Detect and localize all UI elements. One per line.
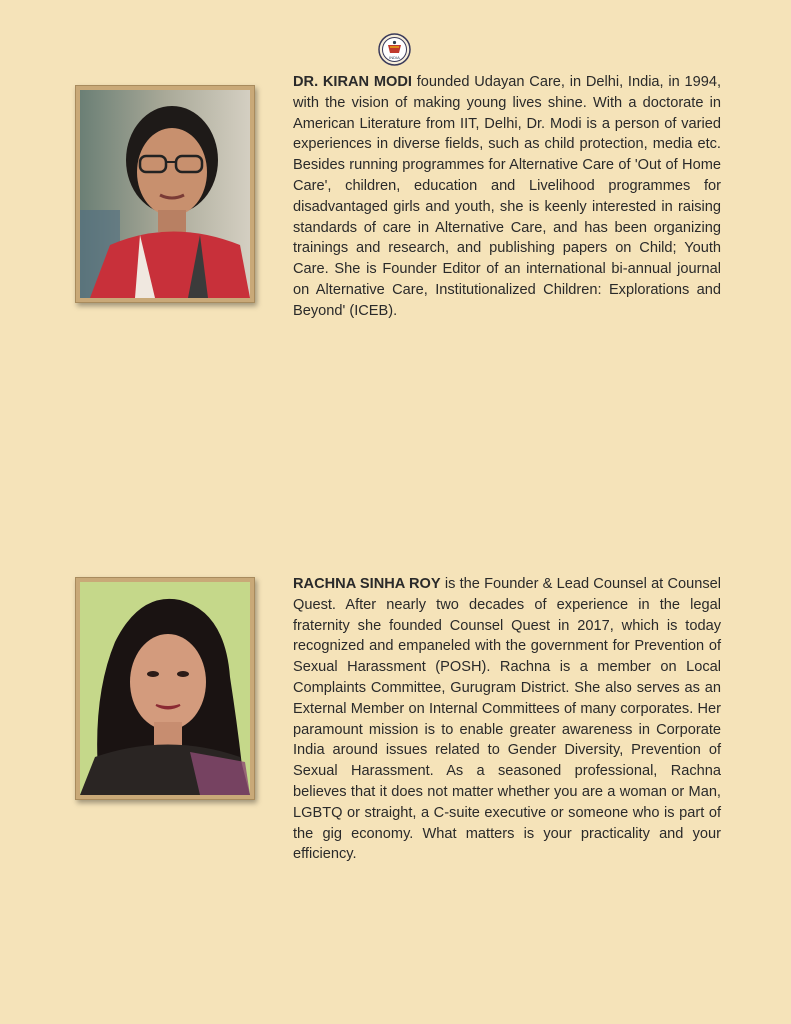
- profile-description: founded Udayan Care, in Delhi, India, in 1994, with the vision of making young lives shine. With a doctorate in American Literature from IIT, Delhi, Dr. Modi is a person of varied experiences in diverse fields, such as child protection, media etc. Besides running programmes for Alternative Care of 'Out of Home Care', children, education and Livelihood programmes for disadvantaged girls and youth, she is keenly interested in raising standards of care in Alternative Care, and has been organizing trainings and research, and publishing papers on Child; Youth Care. She is Founder Editor of an international bi-annual journal on Alternative Care, Institutionalized Children: Explorations and Beyond' (ICEB).: [293, 74, 721, 319]
- portrait-photo: [80, 90, 250, 298]
- profile-name: DR. KIRAN MODI: [293, 74, 412, 90]
- profile-photo-frame: [75, 85, 255, 303]
- emblem-seal-icon: [378, 33, 411, 66]
- profile-description: is the Founder & Lead Counsel at Counsel Quest. After nearly two decades of experience in the legal fraternity she founded Counsel Quest in 2017, which is today recognized and empaneled with the government for Prevention of Sexual Harassment (POSH). Rachna is a member on Local Complaints Committee, Gurugram District. She also serves as an External Member on Internal Committees of many corporates. Her paramount mission is to enable greater awareness in Corporate India around issues related to Gender Diversity, Prevention of Sexual Harassment. As a seasoned professional, Rachna believes that it does not matter whether you are a woman or Man, LGBTQ or straight, a C-suite executive or someone who is part of the gig economy. What matters is your practicality and your efficiency.: [293, 576, 722, 863]
- profile-bio: [293, 72, 721, 322]
- profile-bio: [293, 574, 721, 865]
- portrait-photo: [80, 582, 250, 795]
- emblem-text: INDIA: [389, 55, 400, 60]
- emblem-logo: [378, 33, 411, 66]
- profile-name: RACHNA SINHA ROY: [293, 576, 441, 592]
- profile-photo-frame: [75, 577, 255, 800]
